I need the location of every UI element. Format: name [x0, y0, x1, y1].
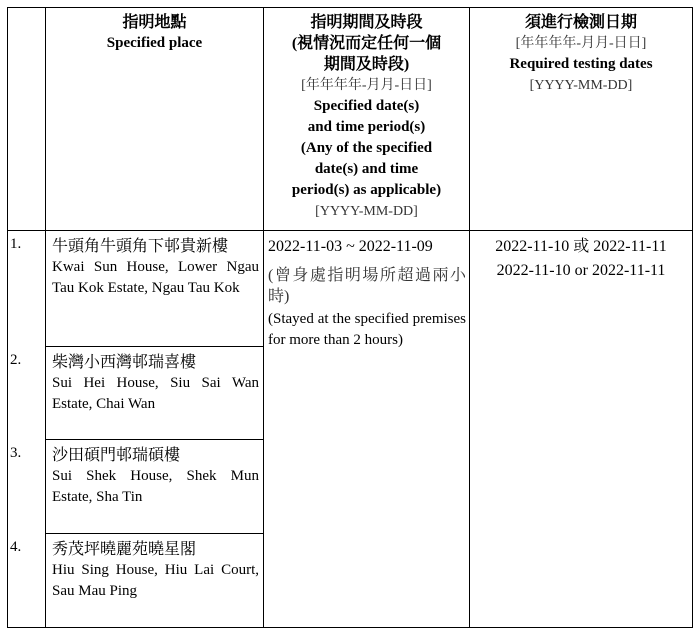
- header-period-en-5: period(s) as applicable): [291, 182, 442, 198]
- header-testing-format-en: [YYYY-MM-DD]: [529, 78, 633, 93]
- header-testing-format-zh: [年年年年-月月-日日]: [515, 36, 647, 51]
- row-number: 4.: [10, 539, 22, 555]
- header-place-zh: 指明地點: [122, 14, 187, 31]
- period-cell: [268, 236, 466, 351]
- period-dates: 2022-11-03 ~ 2022-11-09: [268, 238, 433, 255]
- place-name-en: Sui Hei House, Siu Sai Wan Estate, Chai Wan: [52, 375, 259, 412]
- row-number: 2.: [10, 352, 22, 368]
- place-cell: [52, 352, 259, 415]
- table-border-left: [7, 7, 8, 628]
- header-place: [46, 12, 263, 54]
- row-divider: [45, 439, 263, 440]
- header-period-zh-2: (視情況而定任何一個: [291, 35, 442, 52]
- header-testing: [470, 12, 692, 96]
- header-divider: [7, 230, 693, 231]
- row-number: 3.: [10, 445, 22, 461]
- header-period-format-zh: [年年年年-月月-日日]: [301, 78, 432, 93]
- place-name-en: Hiu Sing House, Hiu Lai Court, Sau Mau Ping: [52, 562, 259, 599]
- place-name-zh: 沙田碩門邨瑞碩樓: [52, 447, 181, 464]
- place-name-en: Kwai Sun House, Lower Ngau Tau Kok Estate, Ngau Tau Kok: [52, 259, 259, 296]
- period-note-en: (Stayed at the specified premises for more than 2 hours): [268, 311, 466, 348]
- row-number: 1.: [10, 236, 22, 252]
- place-name-zh: 柴灣小西灣邨瑞喜樓: [52, 354, 197, 371]
- place-name-en: Sui Shek House, Shek Mun Estate, Sha Tin: [52, 468, 259, 505]
- column-divider: [45, 7, 46, 628]
- testing-dates-en: 2022-11-10 or 2022-11-11: [496, 262, 666, 279]
- header-period-zh-3: 期間及時段): [323, 56, 410, 73]
- column-divider: [469, 7, 470, 628]
- place-cell: [52, 236, 259, 299]
- header-period-en-3: (Any of the specified: [300, 140, 433, 156]
- table-border-right: [692, 7, 693, 628]
- header-period: [264, 12, 469, 222]
- header-testing-en: Required testing dates: [509, 56, 653, 72]
- table-border-top: [7, 7, 693, 8]
- header-period-en-2: and time period(s): [307, 119, 426, 135]
- table-border-bottom: [7, 627, 693, 628]
- place-name-zh: 牛頭角牛頭角下邨貴新樓: [52, 238, 229, 255]
- header-period-en-4: date(s) and time: [314, 161, 419, 177]
- place-cell: [52, 445, 259, 508]
- header-period-zh-1: 指明期間及時段: [310, 14, 423, 31]
- period-note-zh: (曾身處指明場所超過兩小時): [268, 267, 466, 305]
- header-place-en: Specified place: [106, 35, 203, 51]
- specified-places-table: [7, 7, 693, 628]
- row-divider: [45, 346, 263, 347]
- header-period-en-1: Specified date(s): [313, 98, 420, 114]
- place-name-zh: 秀茂坪曉麗苑曉星閣: [52, 541, 197, 558]
- header-period-format-en: [YYYY-MM-DD]: [315, 204, 418, 219]
- testing-dates-zh: 2022-11-10 或 2022-11-11: [495, 238, 667, 255]
- row-divider: [45, 533, 263, 534]
- testing-dates-cell: [470, 235, 692, 283]
- header-testing-zh: 須進行檢測日期: [524, 14, 637, 31]
- place-cell: [52, 539, 259, 602]
